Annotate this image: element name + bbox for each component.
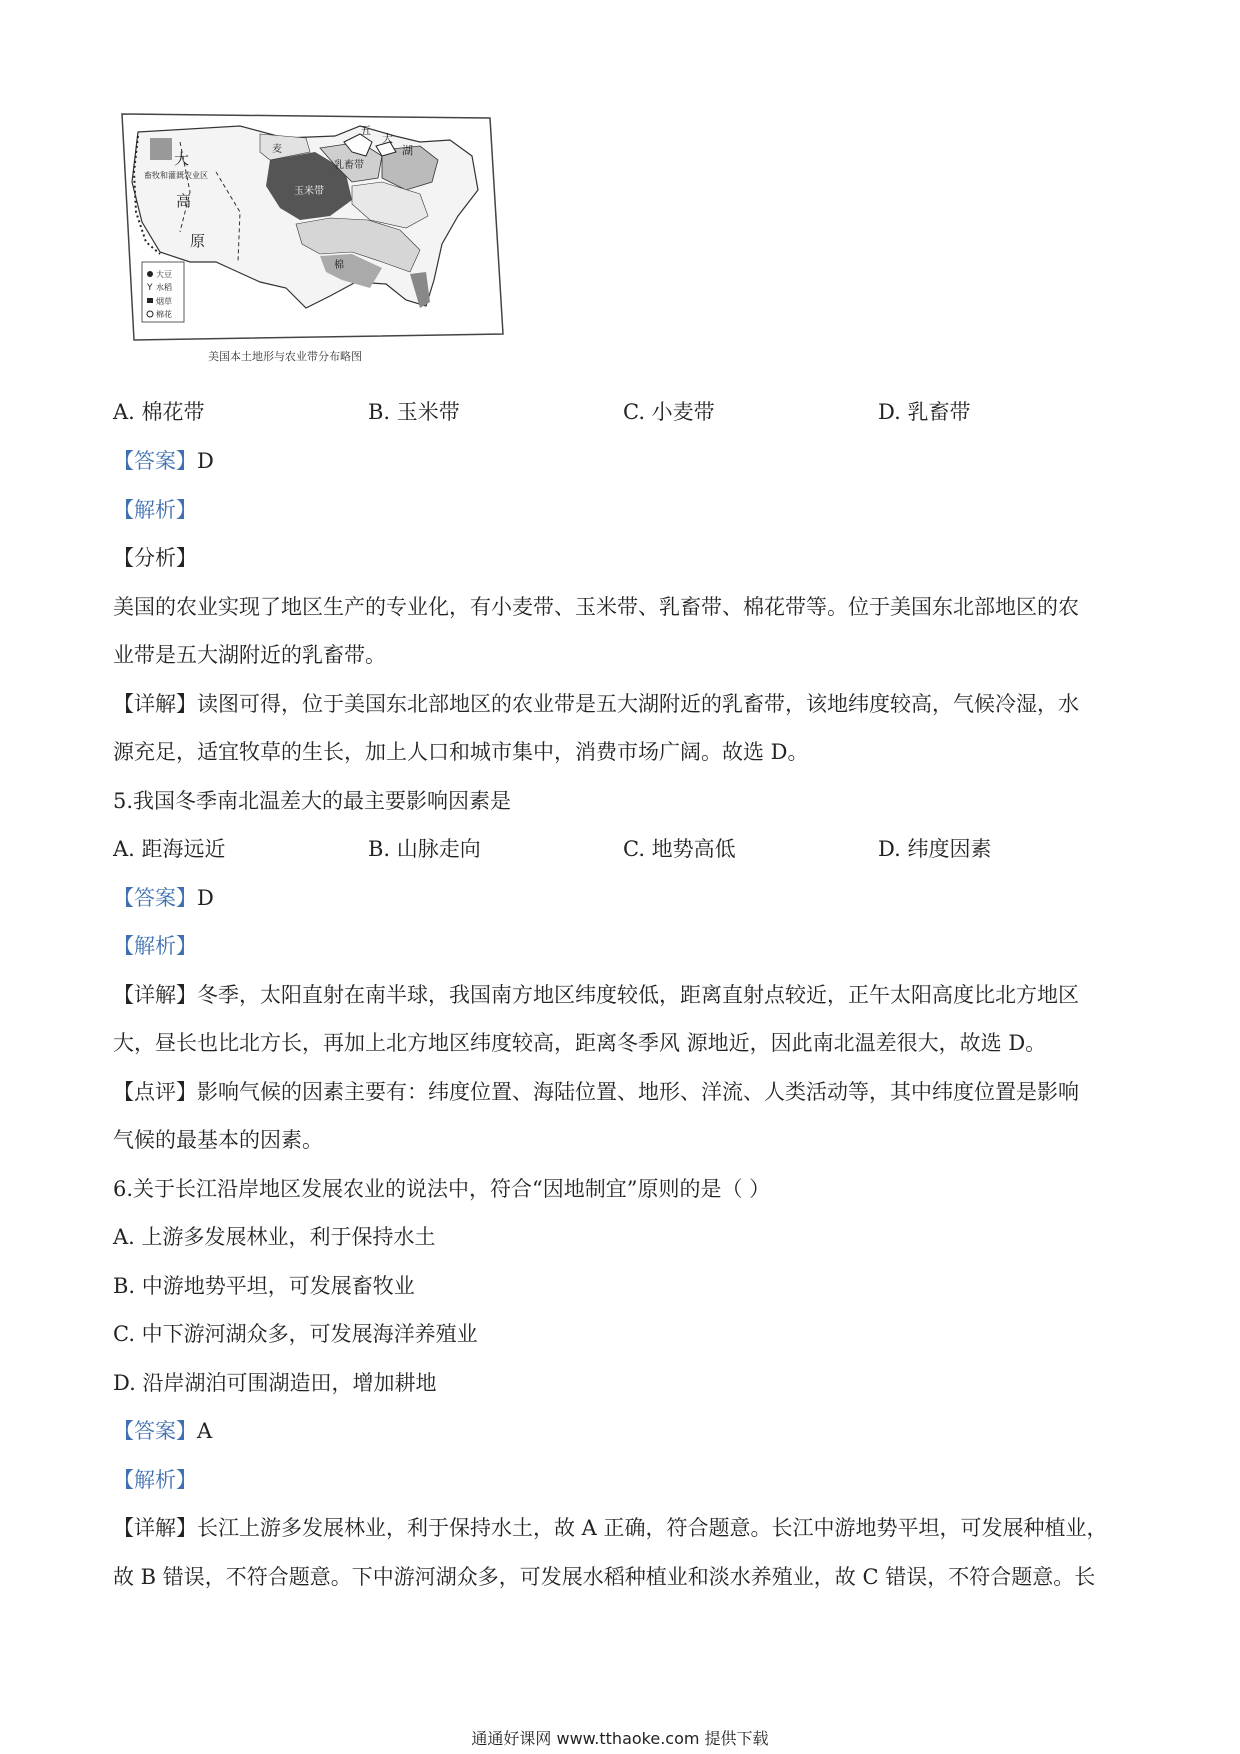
q4-fenxi-line-2: 业带是五大湖附近的乳畜带。 (113, 643, 386, 667)
map-label-corn-belt: 玉米带 (294, 186, 324, 197)
q4-option-b: B. 玉米带 (368, 400, 460, 424)
legend-tobacco: 烟草 (156, 297, 172, 306)
q5-comment-line-1 (113, 1077, 1079, 1107)
jiexi-tag: 【解析】 (113, 1468, 197, 1492)
legend-rice: 水稻 (156, 283, 172, 292)
page-footer: 通通好课网 www.tthaoke.com 提供下载 (471, 1729, 769, 1748)
legend-soybean: 大豆 (156, 270, 172, 279)
q5-option-c: C. 地势高低 (623, 837, 736, 861)
q6-detail-line-2: 故 B 错误，不符合题意。下中游河湖众多，可发展水稻种植业和淡水养殖业，故 C 错误，不符合题意。长 (113, 1565, 1096, 1589)
map-label-lake1: 五 (360, 124, 371, 137)
q4-option-d: D. 乳畜带 (878, 400, 971, 424)
q6-answer (113, 1416, 212, 1446)
q6-option-a: A. 上游多发展林业，利于保持水土 (113, 1225, 436, 1249)
q4-answer (113, 446, 214, 476)
jiexi-tag: 【解析】 (113, 934, 197, 958)
q4-detail-line-1 (113, 689, 1079, 719)
map-label-wheat: 麦 (272, 144, 282, 155)
jiexi-tag: 【解析】 (113, 498, 197, 522)
fenxi-tag: 【分析】 (113, 546, 197, 570)
legend-cotton: 棉花 (156, 310, 172, 319)
q5-option-a: A. 距海远近 (113, 837, 226, 861)
comment-tag: 【点评】 (113, 1080, 197, 1104)
map-label-lake3: 湖 (402, 144, 413, 157)
answer-value: D (197, 886, 214, 910)
q6-detail-line-1 (113, 1513, 1108, 1543)
map-label-plateau-mid: 高 (176, 192, 192, 210)
map-label-dairy-belt: 乳畜带 (334, 160, 364, 171)
detail-text: 冬季，太阳直射在南半球，我国南方地区纬度较低，距离直射点较近，正午太阳高度比北方地区 (197, 983, 1079, 1007)
answer-tag: 【答案】 (113, 1419, 197, 1443)
q4-option-c: C. 小麦带 (623, 400, 715, 424)
map-label-lake2: 大 (382, 132, 393, 145)
detail-tag: 【详解】 (113, 1516, 197, 1540)
q5-jiexi (113, 931, 197, 961)
q5-answer (113, 883, 214, 913)
q4-detail-line-2: 源充足，适宜牧草的生长，加上人口和城市集中，消费市场广阔。故选 D。 (113, 740, 809, 764)
answer-value: A (197, 1419, 213, 1443)
q5-option-b: B. 山脉走向 (368, 837, 481, 861)
map-label-plateau-big: 大 (174, 150, 190, 168)
answer-tag: 【答案】 (113, 449, 197, 473)
q6-option-b: B. 中游地势平坦，可发展畜牧业 (113, 1274, 415, 1298)
figure-caption: 美国本土地形与农业带分布略图 (208, 350, 362, 363)
map-label-ranch: 畜牧和灌溉农业区 (144, 171, 208, 180)
comment-text: 影响气候的因素主要有：纬度位置、海陆位置、地形、洋流、人类活动等，其中纬度位置是影响 (197, 1080, 1079, 1104)
q4-fenxi-heading (113, 543, 197, 573)
detail-tag: 【详解】 (113, 692, 197, 716)
us-agriculture-map (120, 112, 505, 367)
q5-detail-line-2: 大，昼长也比北方长，再加上北方地区纬度较高，距离冬季风 源地近，因此南北温差很大，故选 D。 (113, 1031, 1047, 1055)
map-label-cotton: 棉 (334, 260, 344, 271)
q4-option-a: A. 棉花带 (113, 400, 205, 424)
q5-comment-line-2: 气候的最基本的因素。 (113, 1128, 323, 1152)
q4-fenxi-line-1: 美国的农业实现了地区生产的专业化，有小麦带、玉米带、乳畜带、棉花带等。位于美国东北部地区的农 (113, 595, 1079, 619)
q4-options (113, 397, 1133, 427)
q6-option-d: D. 沿岸湖泊可围湖造田，增加耕地 (113, 1371, 437, 1395)
q5-option-d: D. 纬度因素 (878, 837, 992, 861)
q4-jiexi (113, 495, 197, 525)
map-graphic (120, 112, 505, 367)
detail-text: 长江上游多发展林业，利于保持水土，故 A 正确，符合题意。长江中游地势平坦，可发展种植业， (197, 1516, 1108, 1540)
detail-text: 读图可得，位于美国东北部地区的农业带是五大湖附近的乳畜带，该地纬度较高，气候冷湿，水 (197, 692, 1079, 716)
q5-detail-line-1 (113, 980, 1079, 1010)
answer-tag: 【答案】 (113, 886, 197, 910)
svg-text:Y: Y (147, 283, 153, 293)
map-label-plateau-low: 原 (190, 232, 206, 250)
answer-value: D (197, 449, 214, 473)
detail-tag: 【详解】 (113, 983, 197, 1007)
q6-stem: 6.关于长江沿岸地区发展农业的说法中，符合“因地制宜”原则的是（ ） (113, 1177, 771, 1201)
q5-options (113, 834, 1133, 864)
q6-jiexi (113, 1465, 197, 1495)
q5-stem: 5.我国冬季南北温差大的最主要影响因素是 (113, 789, 512, 813)
q6-option-c: C. 中下游河湖众多，可发展海洋养殖业 (113, 1322, 478, 1346)
